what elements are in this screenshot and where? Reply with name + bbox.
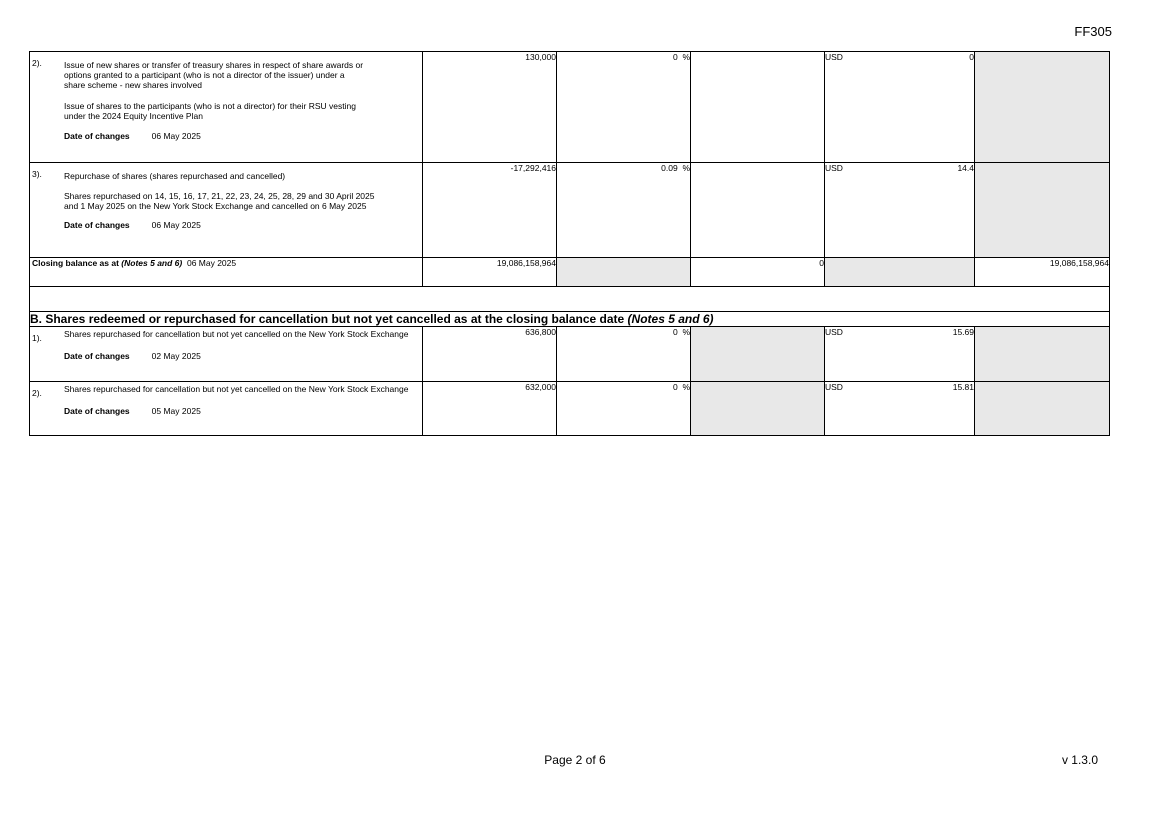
closing-total: 19,086,158,964 bbox=[975, 258, 1110, 287]
percent-sign: % bbox=[682, 382, 690, 392]
row-description: Shares repurchased for cancellation but not yet cancelled on the New York Stock Exchange bbox=[64, 384, 409, 394]
row-detail: Shares repurchased on 14, 15, 16, 17, 21, 22, 23, 24, 25, 28, 29 and 30 April 2025 and 1 May 2025 on the New York Stock Exchange and cancelled on 6 May 2025 bbox=[64, 191, 375, 212]
date-value: 06 May 2025 bbox=[151, 130, 201, 141]
table-row bbox=[30, 382, 1110, 436]
currency: USD bbox=[825, 327, 843, 337]
empty-cell bbox=[691, 52, 825, 163]
date-value: 06 May 2025 bbox=[151, 219, 201, 230]
price-value: 0 bbox=[969, 52, 974, 62]
grey-cell bbox=[975, 327, 1110, 382]
price-value: 15.69 bbox=[952, 327, 974, 337]
closing-notes: (Notes 5 and 6) bbox=[121, 258, 183, 268]
currency: USD bbox=[825, 382, 843, 392]
row-index: 2). bbox=[32, 58, 42, 68]
section-b-heading-row bbox=[30, 312, 1110, 327]
row-description: Issue of new shares or transfer of treasury shares in respect of share awards or options granted to a participant (who is not a director of the issuer) under a share scheme - new shares involved bbox=[64, 60, 364, 91]
closing-shares: 19,086,158,964 bbox=[423, 258, 557, 287]
percent-value: 0 bbox=[672, 382, 678, 392]
section-b-heading: B. Shares redeemed or repurchased for cancellation but not yet cancelled as at the closing balance date bbox=[30, 312, 625, 326]
closing-balance-row bbox=[30, 258, 1110, 287]
grey-cell bbox=[691, 382, 825, 436]
price-value: 15.81 bbox=[952, 382, 974, 392]
row-index: 1). bbox=[32, 333, 42, 343]
row-detail: Issue of shares to the participants (who is not a director) for their RSU vesting under the 2024 Equity Incentive Plan bbox=[64, 100, 356, 121]
form-version: v 1.3.0 bbox=[1061, 753, 1098, 767]
date-label: Date of changes bbox=[64, 406, 130, 417]
grey-cell bbox=[557, 258, 691, 287]
shares-value: 130,000 bbox=[423, 52, 557, 163]
spacer-row bbox=[30, 287, 1110, 312]
percent-sign: % bbox=[682, 163, 690, 173]
currency: USD bbox=[825, 163, 843, 173]
grey-cell bbox=[975, 52, 1110, 163]
percent-sign: % bbox=[682, 52, 690, 62]
grey-cell bbox=[975, 163, 1110, 258]
percent-value: 0 bbox=[672, 52, 678, 62]
closing-date: 06 May 2025 bbox=[186, 258, 237, 268]
table-row bbox=[30, 52, 1110, 163]
row-description: Repurchase of shares (shares repurchased and cancelled) bbox=[64, 171, 286, 181]
shares-value: 636,800 bbox=[423, 327, 557, 382]
shares-value: 632,000 bbox=[423, 382, 557, 436]
date-value: 02 May 2025 bbox=[151, 351, 201, 362]
empty-cell bbox=[691, 163, 825, 258]
date-value: 05 May 2025 bbox=[151, 406, 201, 417]
date-label: Date of changes bbox=[64, 219, 130, 230]
percent-value: 0 bbox=[672, 327, 678, 337]
form-code: FF305 bbox=[1074, 24, 1112, 39]
grey-cell bbox=[825, 258, 975, 287]
price-value: 14.4 bbox=[957, 163, 974, 173]
shares-value: -17,292,416 bbox=[423, 163, 557, 258]
percent-value: 0.09 bbox=[661, 163, 678, 173]
percent-sign: % bbox=[682, 327, 690, 337]
section-b-notes: (Notes 5 and 6) bbox=[627, 312, 714, 326]
table-row bbox=[30, 163, 1110, 258]
row-index: 3). bbox=[32, 169, 42, 179]
grey-cell bbox=[691, 327, 825, 382]
grey-cell bbox=[975, 382, 1110, 436]
closing-treasury: 0 bbox=[691, 258, 825, 287]
currency: USD bbox=[825, 52, 843, 62]
page-number: Page 2 of 6 bbox=[544, 753, 606, 767]
share-movements-table bbox=[29, 51, 1110, 436]
closing-label: Closing balance as at bbox=[32, 258, 119, 268]
row-index: 2). bbox=[32, 388, 42, 398]
row-description: Shares repurchased for cancellation but not yet cancelled on the New York Stock Exchange bbox=[64, 329, 409, 339]
date-label: Date of changes bbox=[64, 351, 130, 362]
table-row bbox=[30, 327, 1110, 382]
date-label: Date of changes bbox=[64, 130, 130, 141]
